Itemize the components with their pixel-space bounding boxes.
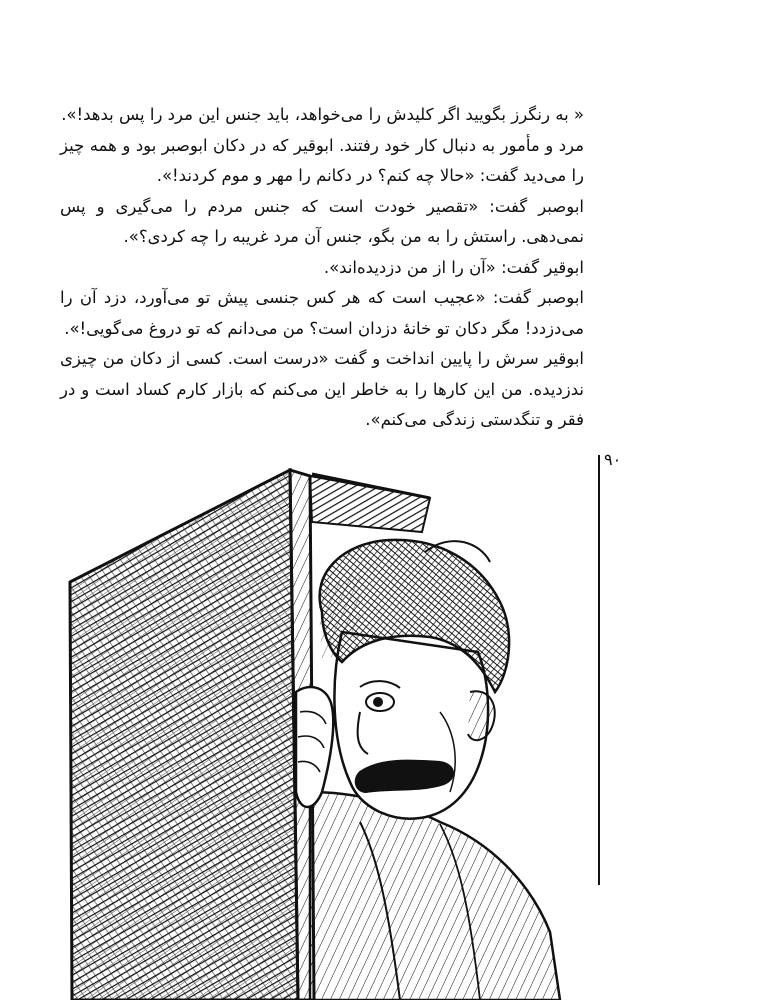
paragraph-1: « به رنگرز بگویید اگر کلیدش را می‌خواهد، باید جنس این مرد را پس بدهد!». <box>61 105 584 124</box>
paragraph-4: ابوقیر گفت: «آن را از من دزدیده‌اند». <box>323 257 584 277</box>
man-hand <box>296 687 333 807</box>
paragraph-3: ابوصبر گفت: «تقصیر خودت است که جنس مردم را می‌گیری و پس نمی‌دهی. راستش را به من بگو، جنس آن مرد غریبه را چه کردی؟». <box>60 196 584 246</box>
paragraph-5: ابوصبر گفت: «عجیب است که هر کس جنسی پیش تو می‌آورد، دزد آن را می‌دزدد! مگر دکان تو خانهٔ دزدان است؟ من می‌دانم که تو دروغ می‌گویی!». <box>60 288 584 338</box>
page-number: ۹۰ <box>604 450 622 469</box>
man-coat <box>310 792 560 1000</box>
man-peeking-behind-door-illustration <box>60 462 600 1000</box>
paragraph-6: ابوقیر سرش را پایین انداخت و گفت «درست است. کسی از دکان من چیزی ندزدیده. من این کارها را به خاطر این می‌کنم که بازار کارم کساد است و در فقر و تنگدستی زندگی می‌کنم». <box>60 349 584 429</box>
paragraph-2: مرد و مأمور به دنبال کار خود رفتند. ابوقیر که در دکان ابوصبر بود و همه چیز را می‌دید گفت: «حالا چه کنم؟ در دکانم را مهر و موم کردند!». <box>60 135 584 185</box>
story-text <box>60 100 584 436</box>
man-head <box>320 540 509 819</box>
